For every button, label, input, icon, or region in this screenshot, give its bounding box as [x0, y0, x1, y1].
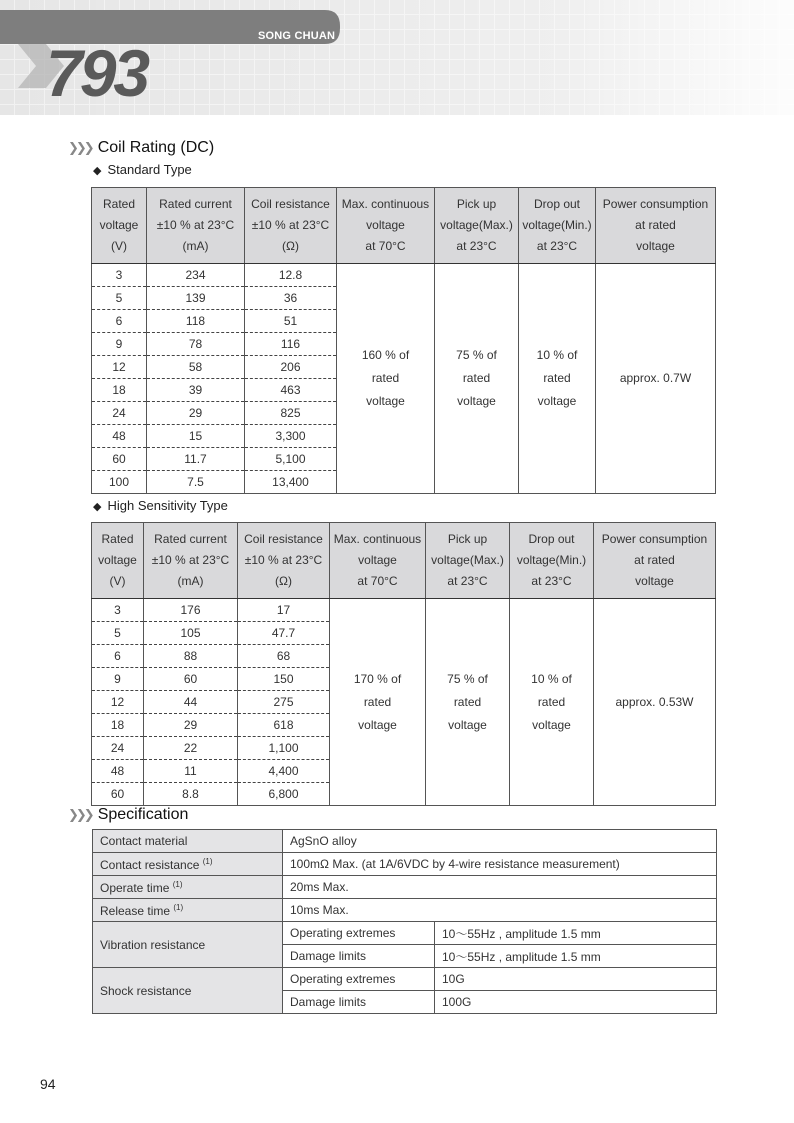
spec-value: 10～55Hz , amplitude 1.5 mm [435, 945, 717, 968]
rated-current-cell: 60 [144, 668, 238, 691]
spec-label-text: Operate time [100, 880, 170, 895]
coil-resistance-cell: 618 [238, 714, 330, 737]
spec-row-vibration-operating [93, 922, 717, 945]
rated-current-cell: 8.8 [144, 783, 238, 806]
specification-title: Specification [97, 806, 189, 823]
rated-current-cell: 11 [144, 760, 238, 783]
rated-voltage-cell: 100 [92, 471, 147, 494]
rated-voltage-cell: 6 [92, 645, 144, 668]
coil-resistance-cell: 6,800 [238, 783, 330, 806]
spec-label: Contact material [93, 830, 283, 853]
column-header-line: at 23°C [456, 239, 497, 253]
specification-table [92, 829, 717, 1014]
spec-row-shock-operating [93, 968, 717, 991]
column-header-line: ±10 % at 23°C [151, 553, 230, 567]
table-row [92, 264, 716, 287]
coil-rating-title: Coil Rating (DC) [97, 139, 215, 156]
footnote-mark: (1) [202, 856, 213, 866]
column-header [594, 523, 716, 599]
spec-label [93, 899, 283, 922]
coil-resistance-cell: 206 [245, 356, 337, 379]
diamond-bullet-icon: ◆ [93, 500, 102, 513]
header-row [92, 188, 716, 264]
column-header-line: at rated [635, 218, 676, 232]
coil-resistance-cell: 825 [245, 402, 337, 425]
model-number: 793 [46, 36, 148, 110]
rated-current-cell: 234 [147, 264, 245, 287]
column-header [519, 188, 596, 264]
coil-resistance-cell: 36 [245, 287, 337, 310]
column-header-line: Drop out [533, 197, 581, 211]
spec-label: Shock resistance [93, 968, 283, 1014]
column-header [147, 188, 245, 264]
column-header [144, 523, 238, 599]
spec-value: 100mΩ Max. (at 1A/6VDC by 4-wire resistance measurement) [283, 853, 717, 876]
coil-resistance-cell: 3,300 [245, 425, 337, 448]
spec-label-text: Contact resistance [100, 857, 200, 872]
column-header-line: voltage [98, 553, 137, 567]
spec-label-text: Release time [100, 903, 171, 918]
brand-name: SONG CHUAN [258, 30, 336, 42]
coil-resistance-cell: 68 [238, 645, 330, 668]
column-header-line: ±10 % at 23°C [244, 553, 323, 567]
column-header-line: at 70°C [357, 574, 398, 588]
pick-up-cell-line: 75 % of [456, 348, 497, 362]
column-header-line: Coil resistance [244, 532, 323, 546]
coil-resistance-cell: 1,100 [238, 737, 330, 760]
column-header-line: Max. continuous [341, 197, 430, 211]
high-sensitivity-heading [93, 498, 228, 513]
column-header-line: voltage [358, 553, 397, 567]
column-header-line: voltage [99, 218, 139, 232]
column-header-line: (mA) [182, 239, 209, 253]
spec-sublabel: Damage limits [283, 991, 435, 1014]
spec-row-operate-time [93, 876, 717, 899]
standard-type-heading [93, 162, 192, 177]
column-header-line: Rated [102, 197, 136, 211]
column-header [245, 188, 337, 264]
coil-rating-heading [68, 139, 214, 157]
pick-up-cell-line: voltage [457, 394, 496, 408]
spec-label: Vibration resistance [93, 922, 283, 968]
spec-value: 10ms Max. [283, 899, 717, 922]
rated-voltage-cell: 12 [92, 356, 147, 379]
diamond-bullet-icon: ◆ [93, 164, 102, 177]
rated-current-cell: 139 [147, 287, 245, 310]
column-header-line: voltage [636, 239, 675, 253]
column-header-line: (mA) [177, 574, 204, 588]
rated-voltage-cell: 48 [92, 760, 144, 783]
column-header-line: ±10 % at 23°C [251, 218, 330, 232]
rated-voltage-cell: 5 [92, 287, 147, 310]
column-header-line: (Ω) [282, 239, 299, 253]
rated-current-cell: 15 [147, 425, 245, 448]
max-continuous-cell [337, 264, 435, 494]
column-header-line: voltage(Min.) [516, 553, 587, 567]
spec-sublabel: Damage limits [283, 945, 435, 968]
column-header [426, 523, 510, 599]
coil-resistance-cell: 5,100 [245, 448, 337, 471]
max-continuous-cell-line: voltage [358, 717, 397, 732]
rated-current-cell: 176 [144, 599, 238, 622]
coil-resistance-cell: 51 [245, 310, 337, 333]
column-header-line: (V) [109, 574, 126, 588]
rated-voltage-cell: 9 [92, 668, 144, 691]
rated-current-cell: 118 [147, 310, 245, 333]
chevrons-icon: ❯❯❯ [68, 141, 92, 156]
column-header [238, 523, 330, 599]
column-header-line: ±10 % at 23°C [156, 218, 235, 232]
spec-value: 10～55Hz , amplitude 1.5 mm [435, 922, 717, 945]
column-header [337, 188, 435, 264]
rated-voltage-cell: 48 [92, 425, 147, 448]
power-consumption-cell: approx. 0.53W [594, 599, 716, 806]
spec-row-contact-resistance [93, 853, 717, 876]
standard-coil-table [91, 187, 716, 494]
footnote-mark: (1) [172, 879, 183, 889]
column-header [510, 523, 594, 599]
rated-voltage-cell: 18 [92, 714, 144, 737]
rated-current-cell: 39 [147, 379, 245, 402]
max-continuous-cell-line: rated [371, 371, 400, 385]
rated-current-cell: 44 [144, 691, 238, 714]
header-row [92, 523, 716, 599]
column-header-line: Coil resistance [251, 197, 330, 211]
coil-resistance-cell: 12.8 [245, 264, 337, 287]
drop-out-cell-line: 10 % of [531, 671, 572, 686]
specification-heading [68, 806, 188, 824]
spec-value: 10G [435, 968, 717, 991]
column-header-line: Rated current [159, 197, 232, 211]
coil-resistance-cell: 4,400 [238, 760, 330, 783]
chevrons-icon: ❯❯❯ [68, 808, 92, 823]
page-header [0, 0, 794, 115]
spec-value: AgSnO alloy [283, 830, 717, 853]
column-header [596, 188, 716, 264]
rated-current-cell: 7.5 [147, 471, 245, 494]
pick-up-cell-line: rated [453, 694, 482, 709]
coil-resistance-cell: 150 [238, 668, 330, 691]
drop-out-cell [519, 264, 596, 494]
column-header-line: at rated [634, 553, 675, 567]
column-header-line: voltage [366, 218, 405, 232]
column-header-line: Drop out [528, 532, 575, 546]
rated-voltage-cell: 18 [92, 379, 147, 402]
column-header-line: voltage(Max.) [431, 553, 504, 567]
spec-label [93, 876, 283, 899]
pick-up-cell [426, 599, 510, 806]
spec-label [93, 853, 283, 876]
max-continuous-cell-line: voltage [366, 394, 405, 408]
column-header [92, 523, 144, 599]
column-header-line: voltage(Min.) [522, 218, 592, 232]
rated-voltage-cell: 24 [92, 737, 144, 760]
drop-out-cell-line: rated [543, 371, 571, 385]
drop-out-cell [510, 599, 594, 806]
drop-out-cell-line: voltage [532, 717, 571, 732]
coil-resistance-cell: 13,400 [245, 471, 337, 494]
rated-current-cell: 29 [147, 402, 245, 425]
spec-sublabel: Operating extremes [283, 968, 435, 991]
max-continuous-cell-line: 160 % of [361, 348, 410, 362]
rated-current-cell: 88 [144, 645, 238, 668]
coil-resistance-cell: 17 [238, 599, 330, 622]
column-header-line: voltage [635, 574, 674, 588]
rated-voltage-cell: 60 [92, 448, 147, 471]
rated-voltage-cell: 60 [92, 783, 144, 806]
column-header-line: Power consumption [602, 197, 709, 211]
column-header-line: (V) [111, 239, 127, 253]
pick-up-cell [435, 264, 519, 494]
coil-resistance-cell: 463 [245, 379, 337, 402]
max-continuous-cell-line: rated [363, 694, 392, 709]
drop-out-cell-line: rated [537, 694, 566, 709]
rated-voltage-cell: 9 [92, 333, 147, 356]
rated-voltage-cell: 24 [92, 402, 147, 425]
rated-voltage-cell: 12 [92, 691, 144, 714]
rated-current-cell: 58 [147, 356, 245, 379]
column-header [92, 188, 147, 264]
pick-up-cell-line: voltage [448, 717, 487, 732]
high-sensitivity-coil-table [91, 522, 716, 806]
table-row [92, 599, 716, 622]
drop-out-cell-line: 10 % of [536, 348, 578, 362]
coil-resistance-cell: 275 [238, 691, 330, 714]
max-continuous-cell-line: 170 % of [353, 671, 402, 686]
spec-value: 20ms Max. [283, 876, 717, 899]
column-header-line: Power consumption [601, 532, 708, 546]
column-header-line: Rated [101, 532, 134, 546]
rated-voltage-cell: 5 [92, 622, 144, 645]
column-header-line: Pick up [456, 197, 497, 211]
footnote-mark: (1) [173, 902, 184, 912]
column-header-line: Pick up [447, 532, 488, 546]
column-header-line: Rated current [154, 532, 227, 546]
column-header-line: at 23°C [531, 574, 572, 588]
column-header [435, 188, 519, 264]
power-consumption-cell: approx. 0.7W [596, 264, 716, 494]
column-header-line: at 70°C [365, 239, 406, 253]
spec-row-contact-material [93, 830, 717, 853]
pick-up-cell-line: 75 % of [447, 671, 488, 686]
column-header-line: voltage(Max.) [440, 218, 513, 232]
column-header-line: (Ω) [275, 574, 292, 588]
page-number: 94 [40, 1076, 56, 1092]
pick-up-cell-line: rated [462, 371, 491, 385]
rated-voltage-cell: 3 [92, 264, 147, 287]
drop-out-cell-line: voltage [537, 394, 577, 408]
column-header [330, 523, 426, 599]
spec-row-release-time [93, 899, 717, 922]
rated-current-cell: 11.7 [147, 448, 245, 471]
spec-value: 100G [435, 991, 717, 1014]
rated-current-cell: 105 [144, 622, 238, 645]
coil-resistance-cell: 47.7 [238, 622, 330, 645]
coil-resistance-cell: 116 [245, 333, 337, 356]
column-header-line: at 23°C [447, 574, 488, 588]
spec-sublabel: Operating extremes [283, 922, 435, 945]
standard-type-title: Standard Type [107, 162, 192, 177]
rated-voltage-cell: 6 [92, 310, 147, 333]
high-sensitivity-title: High Sensitivity Type [107, 498, 228, 513]
rated-current-cell: 22 [144, 737, 238, 760]
max-continuous-cell [330, 599, 426, 806]
column-header-line: at 23°C [536, 239, 578, 253]
rated-voltage-cell: 3 [92, 599, 144, 622]
rated-current-cell: 29 [144, 714, 238, 737]
column-header-line: Max. continuous [333, 532, 422, 546]
rated-current-cell: 78 [147, 333, 245, 356]
